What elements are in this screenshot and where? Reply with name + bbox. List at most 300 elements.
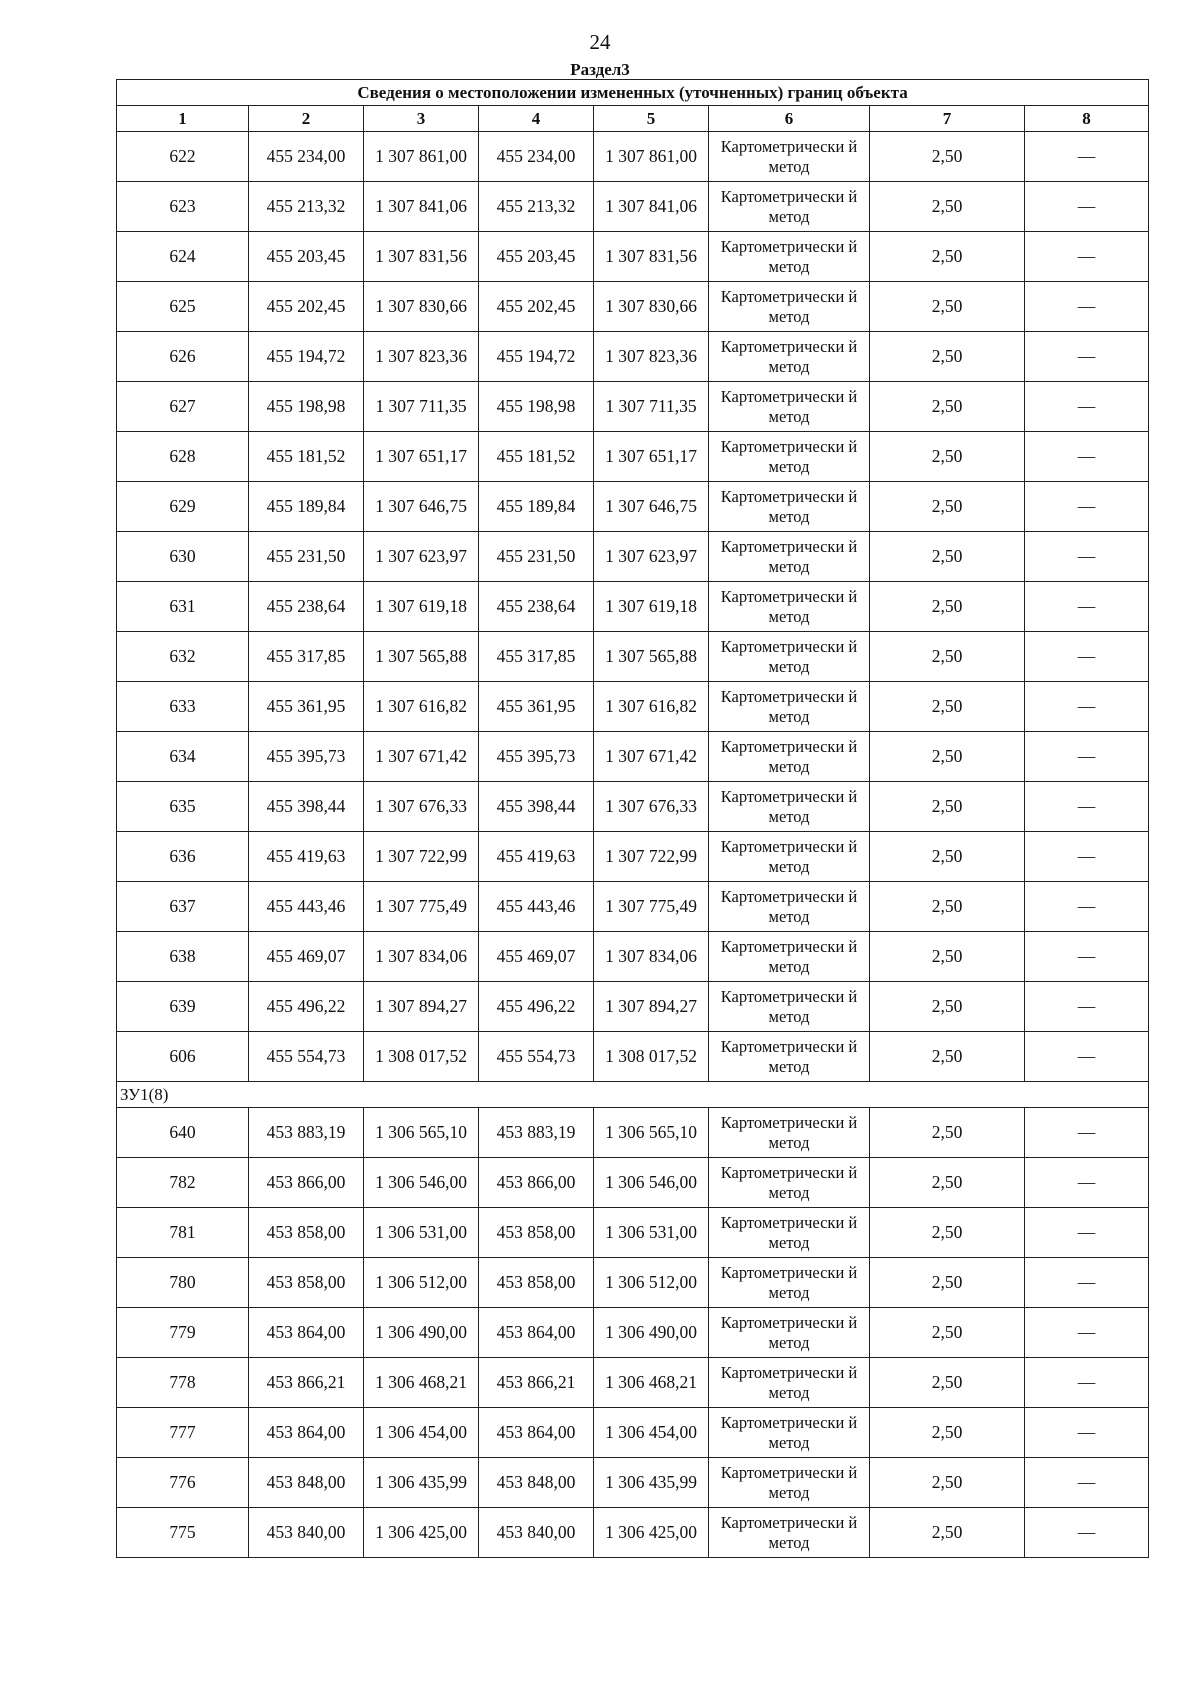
table-cell (1025, 382, 1149, 432)
table-row (117, 1508, 1149, 1558)
cell-value: 1 307 722,99 (605, 846, 697, 866)
table-cell (594, 482, 709, 532)
dash-value: — (1077, 1122, 1096, 1142)
cell-value: 2,50 (931, 1472, 963, 1492)
table-cell (249, 1408, 364, 1458)
cell-value: Картометрически й метод (720, 286, 858, 326)
cell-value: 2,50 (931, 296, 963, 316)
cell-value: 2,50 (931, 546, 963, 566)
table-cell (870, 1258, 1025, 1308)
table-cell (709, 782, 870, 832)
dash-value: — (1077, 1422, 1096, 1442)
cell-value: Картометрически й метод (720, 1262, 858, 1302)
table-cell (364, 382, 479, 432)
dash-value: — (1077, 1222, 1096, 1242)
cell-value: 1 306 454,00 (605, 1422, 697, 1442)
table-cell (479, 1308, 594, 1358)
table-row (117, 882, 1149, 932)
table-cell (364, 732, 479, 782)
table-cell (249, 482, 364, 532)
cell-value: 1 308 017,52 (375, 1046, 467, 1066)
cell-value: 455 203,45 (266, 246, 346, 266)
table-cell (709, 182, 870, 232)
table-cell (117, 1408, 249, 1458)
cell-value: 629 (169, 496, 196, 516)
table-cell (249, 282, 364, 332)
table-cell (594, 1208, 709, 1258)
table-cell (249, 232, 364, 282)
dash-value: — (1077, 996, 1096, 1016)
cell-value: 2,50 (931, 146, 963, 166)
cell-value: 2,50 (931, 1222, 963, 1242)
cell-value: 2,50 (931, 1322, 963, 1342)
cell-value: 632 (169, 646, 196, 666)
column-header-row (117, 106, 1149, 132)
cell-value: Картометрически й метод (720, 1212, 858, 1252)
table-cell (709, 382, 870, 432)
cell-value: 1 306 454,00 (375, 1422, 467, 1442)
table-cell (594, 1032, 709, 1082)
boundary-coordinates-table (116, 79, 1149, 1558)
cell-value: 2,50 (931, 446, 963, 466)
cell-value: Картометрически й метод (720, 1462, 858, 1502)
cell-value: Картометрически й метод (720, 536, 858, 576)
table-cell (1025, 782, 1149, 832)
cell-value: 1 307 646,75 (605, 496, 697, 516)
table-cell (117, 582, 249, 632)
cell-value: 1 307 775,49 (375, 896, 467, 916)
cell-value: 1 307 619,18 (375, 596, 467, 616)
cell-value: 635 (169, 796, 196, 816)
table-cell (594, 1158, 709, 1208)
cell-value: 1 307 894,27 (375, 996, 467, 1016)
table-cell (364, 982, 479, 1032)
cell-value: 1 307 671,42 (605, 746, 697, 766)
dash-value: — (1077, 346, 1096, 366)
cell-value: 1 307 841,06 (375, 196, 467, 216)
cell-value: 453 883,19 (266, 1122, 346, 1142)
cell-value: 455 213,32 (266, 196, 346, 216)
cell-value: Картометрически й метод (720, 1362, 858, 1402)
table-body (117, 132, 1149, 1082)
table-cell (117, 182, 249, 232)
cell-value: 624 (169, 246, 196, 266)
cell-value: 775 (169, 1522, 196, 1542)
cell-value: 455 203,45 (496, 246, 576, 266)
cell-value: Картометрически й метод (720, 1112, 858, 1152)
table-row (117, 382, 1149, 432)
cell-value: 1 307 823,36 (375, 346, 467, 366)
dash-value: — (1077, 1322, 1096, 1342)
table-cell (709, 682, 870, 732)
table-cell (594, 782, 709, 832)
table-cell (249, 382, 364, 432)
table-cell (479, 1408, 594, 1458)
cell-value: 453 866,21 (266, 1372, 346, 1392)
table-cell (117, 282, 249, 332)
table-cell (479, 232, 594, 282)
cell-value: 455 181,52 (496, 446, 576, 466)
table-cell (594, 832, 709, 882)
table-cell (364, 182, 479, 232)
cell-value: 455 395,73 (266, 746, 346, 766)
cell-value: 1 306 565,10 (605, 1122, 697, 1142)
table-cell (479, 832, 594, 882)
dash-value: — (1077, 596, 1096, 616)
cell-value: 1 307 711,35 (375, 396, 467, 416)
table-cell (364, 332, 479, 382)
table-cell (364, 582, 479, 632)
table-row (117, 232, 1149, 282)
cell-value: 1 307 841,06 (605, 196, 697, 216)
cell-value: Картометрически й метод (720, 1162, 858, 1202)
table-cell (594, 282, 709, 332)
cell-value: 1 307 676,33 (375, 796, 467, 816)
cell-value: 2,50 (931, 846, 963, 866)
cell-value: 1 307 616,82 (605, 696, 697, 716)
table-cell (117, 232, 249, 282)
table-cell (1025, 1358, 1149, 1408)
table-cell (709, 1158, 870, 1208)
table-cell (117, 732, 249, 782)
cell-value: 636 (169, 846, 196, 866)
table-cell (1025, 232, 1149, 282)
cell-value: 640 (169, 1122, 196, 1142)
table-cell (870, 1108, 1025, 1158)
cell-value: Картометрически й метод (720, 886, 858, 926)
cell-value: 1 307 831,56 (605, 246, 697, 266)
cell-value: Картометрически й метод (720, 1412, 858, 1452)
cell-value: 455 496,22 (266, 996, 346, 1016)
table-cell (364, 632, 479, 682)
table-row (117, 832, 1149, 882)
table-cell (1025, 1308, 1149, 1358)
cell-value: 455 419,63 (266, 846, 346, 866)
table-cell (709, 1032, 870, 1082)
table-row (117, 182, 1149, 232)
table-row (117, 732, 1149, 782)
cell-value: 453 858,00 (266, 1222, 346, 1242)
cell-value: 1 306 490,00 (375, 1322, 467, 1342)
table-cell (364, 1508, 479, 1558)
table-cell (364, 932, 479, 982)
cell-value: 1 306 512,00 (605, 1272, 697, 1292)
dash-value: — (1077, 696, 1096, 716)
table-cell (1025, 1508, 1149, 1558)
table-cell (594, 982, 709, 1032)
table-row (117, 1358, 1149, 1408)
table-cell (479, 882, 594, 932)
cell-value: 455 234,00 (496, 146, 576, 166)
table-cell (594, 1408, 709, 1458)
table-cell (870, 332, 1025, 382)
table-cell (249, 432, 364, 482)
table-cell (117, 882, 249, 932)
cell-value: 455 194,72 (496, 346, 576, 366)
table-cell (117, 682, 249, 732)
table-cell (1025, 1032, 1149, 1082)
table-cell (364, 682, 479, 732)
table-row (117, 332, 1149, 382)
table-cell (117, 1308, 249, 1358)
table-row (117, 1258, 1149, 1308)
column-header: 8 (1025, 106, 1149, 132)
cell-value: Картометрически й метод (720, 786, 858, 826)
cell-value: 606 (169, 1046, 196, 1066)
table-cell (709, 982, 870, 1032)
cell-value: 1 307 830,66 (375, 296, 467, 316)
table-cell (479, 732, 594, 782)
table-cell (870, 282, 1025, 332)
table-cell (249, 1358, 364, 1408)
cell-value: 1 306 435,99 (375, 1472, 467, 1492)
table-cell (709, 582, 870, 632)
cell-value: 455 419,63 (496, 846, 576, 866)
table-cell (1025, 1408, 1149, 1458)
dash-value: — (1077, 496, 1096, 516)
table-cell (709, 282, 870, 332)
table-cell (594, 682, 709, 732)
table-cell (594, 132, 709, 182)
dash-value: — (1077, 246, 1096, 266)
cell-value: 781 (169, 1222, 196, 1242)
cell-value: 453 864,00 (496, 1322, 576, 1342)
table-cell (364, 1458, 479, 1508)
cell-value: 455 443,46 (496, 896, 576, 916)
table-cell (249, 1208, 364, 1258)
table-cell (479, 582, 594, 632)
cell-value: 455 202,45 (266, 296, 346, 316)
table-cell (709, 1408, 870, 1458)
cell-value: 453 858,00 (496, 1222, 576, 1242)
table-cell (1025, 1208, 1149, 1258)
column-header: 5 (594, 106, 709, 132)
column-header: 7 (870, 106, 1025, 132)
cell-value: 2,50 (931, 946, 963, 966)
cell-value: Картометрически й метод (720, 1312, 858, 1352)
cell-value: 630 (169, 546, 196, 566)
cell-value: 777 (169, 1422, 196, 1442)
dash-value: — (1077, 846, 1096, 866)
table-cell (479, 532, 594, 582)
table-row (117, 582, 1149, 632)
cell-value: 634 (169, 746, 196, 766)
table-cell (1025, 482, 1149, 532)
column-header: 4 (479, 106, 594, 132)
table-cell (249, 1032, 364, 1082)
table-cell (870, 182, 1025, 232)
table-cell (870, 1208, 1025, 1258)
cell-value: 637 (169, 896, 196, 916)
dash-value: — (1077, 646, 1096, 666)
cell-value: 455 238,64 (496, 596, 576, 616)
table-cell (249, 332, 364, 382)
table-cell (1025, 532, 1149, 582)
table-cell (249, 1108, 364, 1158)
table-cell (364, 282, 479, 332)
table-row (117, 282, 1149, 332)
table-cell (479, 1258, 594, 1308)
table-cell (117, 832, 249, 882)
group-section (117, 1082, 1149, 1108)
cell-value: 455 189,84 (266, 496, 346, 516)
table-cell (479, 382, 594, 432)
dash-value: — (1077, 746, 1096, 766)
table-cell (870, 932, 1025, 982)
cell-value: 776 (169, 1472, 196, 1492)
cell-value: 455 361,95 (496, 696, 576, 716)
table-cell (479, 432, 594, 482)
cell-value: 455 181,52 (266, 446, 346, 466)
table-cell (709, 1358, 870, 1408)
table-cell (364, 132, 479, 182)
table-cell (364, 1358, 479, 1408)
table-cell (117, 532, 249, 582)
table-cell (249, 1158, 364, 1208)
group-label: ЗУ1(8) (117, 1082, 1149, 1108)
table-cell (594, 1508, 709, 1558)
table-cell (479, 182, 594, 232)
cell-value: 455 198,98 (266, 396, 346, 416)
table-cell (249, 132, 364, 182)
cell-value: 455 189,84 (496, 496, 576, 516)
cell-value: 453 840,00 (496, 1522, 576, 1542)
cell-value: 623 (169, 196, 196, 216)
cell-value: Картометрически й метод (720, 186, 858, 226)
cell-value: 1 306 531,00 (375, 1222, 467, 1242)
cell-value: 453 864,00 (496, 1422, 576, 1442)
cell-value: 1 307 861,00 (375, 146, 467, 166)
cell-value: 455 231,50 (496, 546, 576, 566)
dash-value: — (1077, 146, 1096, 166)
table-cell (364, 1032, 479, 1082)
cell-value: 633 (169, 696, 196, 716)
cell-value: 453 866,00 (266, 1172, 346, 1192)
table-cell (117, 1508, 249, 1558)
cell-value: 631 (169, 596, 196, 616)
cell-value: 1 307 834,06 (605, 946, 697, 966)
group-table-body (117, 1108, 1149, 1558)
table-cell (117, 432, 249, 482)
dash-value: — (1077, 446, 1096, 466)
cell-value: 1 306 512,00 (375, 1272, 467, 1292)
table-cell (479, 1458, 594, 1508)
cell-value: 2,50 (931, 496, 963, 516)
table-cell (479, 1158, 594, 1208)
table-cell (594, 382, 709, 432)
table-cell (594, 632, 709, 682)
cell-value: 2,50 (931, 1122, 963, 1142)
table-cell (1025, 1158, 1149, 1208)
table-cell (594, 432, 709, 482)
cell-value: 453 864,00 (266, 1322, 346, 1342)
dash-value: — (1077, 546, 1096, 566)
cell-value: 453 866,00 (496, 1172, 576, 1192)
table-cell (594, 1358, 709, 1408)
table-cell (364, 232, 479, 282)
table-cell (117, 982, 249, 1032)
cell-value: 2,50 (931, 996, 963, 1016)
cell-value: 455 202,45 (496, 296, 576, 316)
cell-value: 1 307 831,56 (375, 246, 467, 266)
cell-value: 1 307 623,97 (605, 546, 697, 566)
table-cell (870, 532, 1025, 582)
table-cell (709, 132, 870, 182)
cell-value: Картометрически й метод (720, 1036, 858, 1076)
table-cell (117, 1458, 249, 1508)
cell-value: Картометрически й метод (720, 636, 858, 676)
cell-value: 1 307 619,18 (605, 596, 697, 616)
table-cell (249, 1458, 364, 1508)
cell-value: Картометрически й метод (720, 236, 858, 276)
cell-value: 1 307 616,82 (375, 696, 467, 716)
table-cell (249, 1308, 364, 1358)
table-cell (479, 1508, 594, 1558)
table-cell (364, 1208, 479, 1258)
dash-value: — (1077, 1522, 1096, 1542)
cell-value: 1 306 546,00 (605, 1172, 697, 1192)
cell-value: 2,50 (931, 246, 963, 266)
cell-value: 455 398,44 (266, 796, 346, 816)
dash-value: — (1077, 946, 1096, 966)
dash-value: — (1077, 396, 1096, 416)
cell-value: 1 307 894,27 (605, 996, 697, 1016)
cell-value: 453 848,00 (496, 1472, 576, 1492)
table-cell (594, 882, 709, 932)
table-cell (594, 182, 709, 232)
cell-value: 455 395,73 (496, 746, 576, 766)
cell-value: 1 307 651,17 (605, 446, 697, 466)
table-cell (594, 1458, 709, 1508)
table-cell (870, 1508, 1025, 1558)
cell-value: 455 231,50 (266, 546, 346, 566)
cell-value: 1 307 565,88 (605, 646, 697, 666)
table-cell (249, 932, 364, 982)
table-cell (709, 1108, 870, 1158)
table-row (117, 1108, 1149, 1158)
cell-value: 1 307 722,99 (375, 846, 467, 866)
table-cell (479, 132, 594, 182)
table-cell (249, 682, 364, 732)
table-cell (709, 1208, 870, 1258)
table-cell (594, 932, 709, 982)
dash-value: — (1077, 1172, 1096, 1192)
cell-value: 2,50 (931, 596, 963, 616)
cell-value: Картометрически й метод (720, 936, 858, 976)
cell-value: 1 306 425,00 (605, 1522, 697, 1542)
table-row (117, 532, 1149, 582)
dash-value: — (1077, 1372, 1096, 1392)
table-caption: Сведения о местоположении измененных (уточненных) границ объекта (117, 80, 1149, 106)
table-cell (1025, 1108, 1149, 1158)
cell-value: 453 858,00 (496, 1272, 576, 1292)
cell-value: 2,50 (931, 796, 963, 816)
cell-value: Картометрически й метод (720, 686, 858, 726)
cell-value: 455 361,95 (266, 696, 346, 716)
dash-value: — (1077, 1472, 1096, 1492)
cell-value: 2,50 (931, 1522, 963, 1542)
cell-value: 1 306 425,00 (375, 1522, 467, 1542)
cell-value: 779 (169, 1322, 196, 1342)
table-cell (117, 132, 249, 182)
table-row (117, 1458, 1149, 1508)
table-cell (709, 1258, 870, 1308)
dash-value: — (1077, 796, 1096, 816)
table-cell (479, 1108, 594, 1158)
table-cell (1025, 682, 1149, 732)
table-cell (479, 932, 594, 982)
cell-value: 1 307 823,36 (605, 346, 697, 366)
